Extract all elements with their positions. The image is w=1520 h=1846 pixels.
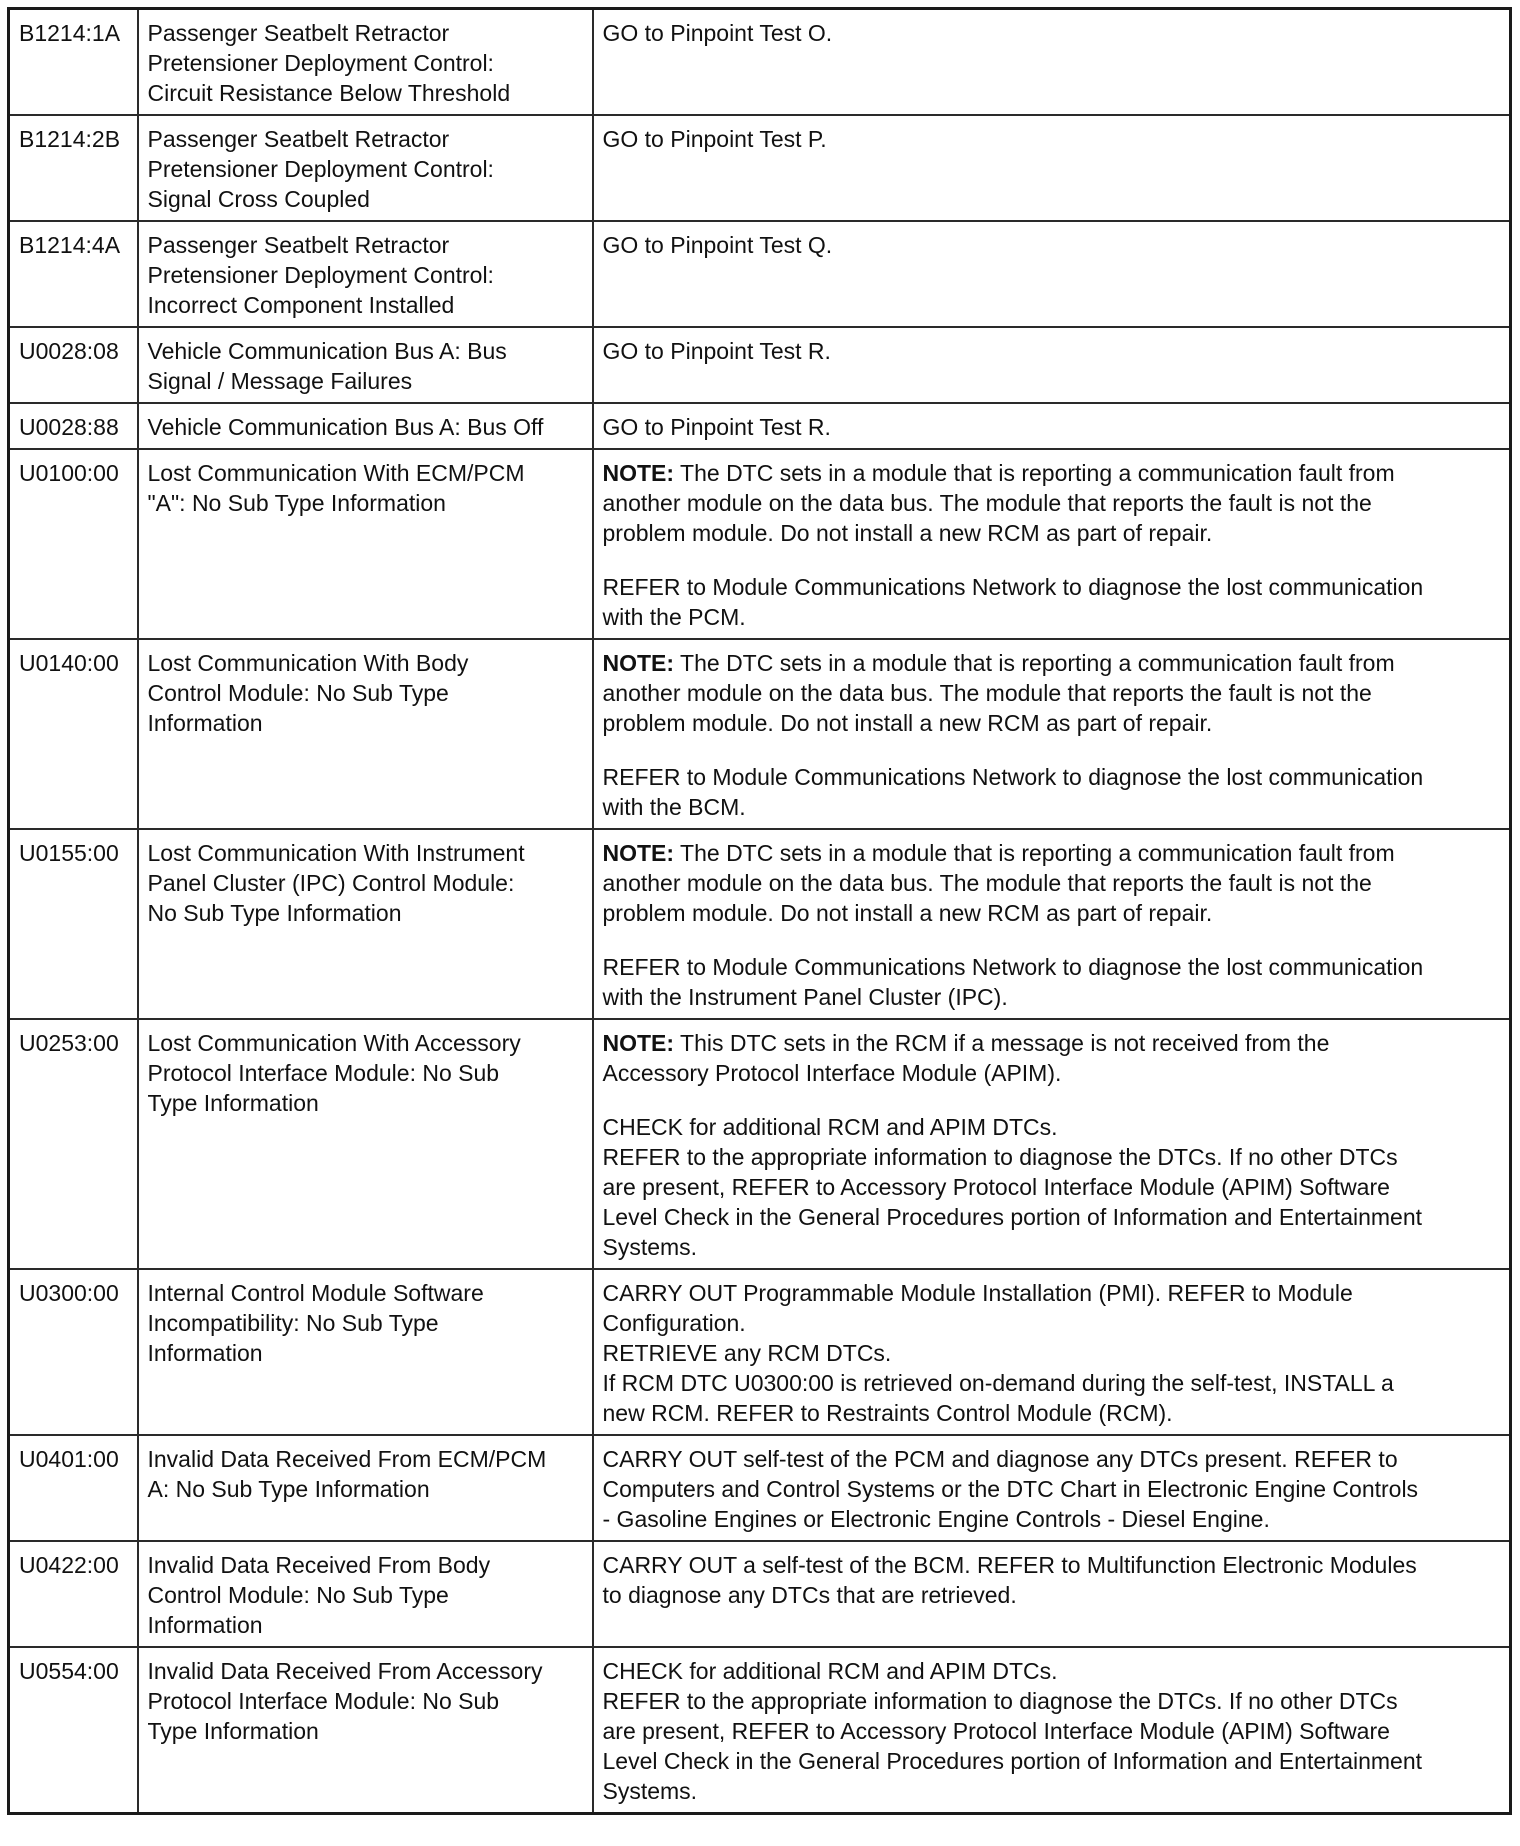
action-line [603, 1398, 1501, 1428]
action-text: Computers and Control Systems or the DTC Chart in Electronic Engine Controls [602, 1476, 1419, 1502]
description-line: Lost Communication With ECM/PCM [147, 460, 525, 486]
dtc-code: U0100:00 [9, 449, 138, 639]
table-row [9, 1435, 1511, 1541]
action-line [603, 1686, 1501, 1716]
table-row [9, 9, 1511, 116]
dtc-action [593, 1541, 1511, 1647]
action-paragraph [603, 18, 1501, 48]
table-row [9, 115, 1511, 221]
action-line [603, 1716, 1501, 1746]
action-line [603, 602, 1501, 632]
action-text: are present, REFER to Accessory Protocol Interface Module (APIM) Software [602, 1174, 1390, 1200]
description-line: Control Module: No Sub Type [147, 1582, 449, 1608]
action-paragraph [603, 572, 1501, 632]
description-line: Protocol Interface Module: No Sub [147, 1688, 500, 1714]
action-text: REFER to the appropriate information to diagnose the DTCs. If no other DTCs [602, 1144, 1398, 1170]
description-line: Lost Communication With Instrument [147, 840, 525, 866]
dtc-action [593, 449, 1511, 639]
action-text: with the PCM. [602, 604, 746, 630]
action-paragraph [603, 1444, 1501, 1534]
action-text: The DTC sets in a module that is reporting a communication fault from [680, 460, 1395, 486]
action-text: CHECK for additional RCM and APIM DTCs. [602, 1658, 1058, 1684]
dtc-action [593, 1269, 1511, 1435]
dtc-action [593, 115, 1511, 221]
description-line: Vehicle Communication Bus A: Bus [147, 338, 507, 364]
dtc-description [138, 9, 593, 116]
action-line [603, 518, 1501, 548]
note-label: NOTE: [602, 1030, 675, 1056]
action-line [603, 1746, 1501, 1776]
action-text: Level Check in the General Procedures portion of Information and Entertainment [602, 1204, 1423, 1230]
table-row [9, 327, 1511, 403]
dtc-description [138, 1647, 593, 1814]
dtc-code: B1214:2B [9, 115, 138, 221]
dtc-code: U0422:00 [9, 1541, 138, 1647]
action-line [603, 1580, 1501, 1610]
table-row [9, 639, 1511, 829]
action-text: REFER to the appropriate information to diagnose the DTCs. If no other DTCs [602, 1688, 1398, 1714]
action-text: Systems. [602, 1778, 698, 1804]
description-line: Information [147, 1340, 263, 1366]
action-text: GO to Pinpoint Test P. [602, 126, 827, 152]
description-line: Passenger Seatbelt Retractor [147, 126, 450, 152]
note-label: NOTE: [602, 460, 675, 486]
action-text: another module on the data bus. The module that reports the fault is not the [602, 490, 1372, 516]
dtc-code: U0028:08 [9, 327, 138, 403]
action-line [603, 708, 1501, 738]
action-text: GO to Pinpoint Test R. [602, 338, 831, 364]
dtc-action [593, 327, 1511, 403]
table-row [9, 1647, 1511, 1814]
description-line: Information [147, 1612, 263, 1638]
dtc-action [593, 9, 1511, 116]
dtc-description [138, 403, 593, 449]
description-line: Information [147, 710, 263, 736]
action-line [603, 1142, 1501, 1172]
action-line [603, 1172, 1501, 1202]
action-line [603, 982, 1501, 1012]
action-line [603, 648, 1501, 678]
action-line [603, 336, 1501, 366]
action-line [603, 458, 1501, 488]
action-paragraph [603, 412, 1501, 442]
action-line [603, 1504, 1501, 1534]
action-text: REFER to Module Communications Network to diagnose the lost communication [602, 764, 1424, 790]
action-text: problem module. Do not install a new RCM as part of repair. [602, 710, 1213, 736]
action-line [603, 838, 1501, 868]
action-text: another module on the data bus. The module that reports the fault is not the [602, 680, 1372, 706]
action-text: - Gasoline Engines or Electronic Engine Controls - Diesel Engine. [602, 1506, 1270, 1532]
action-line [603, 18, 1501, 48]
description-line: Circuit Resistance Below Threshold [147, 80, 511, 106]
action-text: to diagnose any DTCs that are retrieved. [602, 1582, 1017, 1608]
action-line [603, 230, 1501, 260]
dtc-code: B1214:4A [9, 221, 138, 327]
action-text: CARRY OUT self-test of the PCM and diagnose any DTCs present. REFER to [602, 1446, 1398, 1472]
description-line: Protocol Interface Module: No Sub [147, 1060, 500, 1086]
action-text: REFER to Module Communications Network to diagnose the lost communication [602, 574, 1424, 600]
description-line: Signal Cross Coupled [147, 186, 370, 212]
dtc-description [138, 1269, 593, 1435]
description-line: Lost Communication With Accessory [147, 1030, 521, 1056]
dtc-action [593, 1647, 1511, 1814]
action-line [603, 412, 1501, 442]
table-row [9, 829, 1511, 1019]
dtc-description [138, 449, 593, 639]
note-label: NOTE: [602, 650, 675, 676]
dtc-code: U0401:00 [9, 1435, 138, 1541]
dtc-action [593, 1435, 1511, 1541]
dtc-description [138, 327, 593, 403]
action-text: If RCM DTC U0300:00 is retrieved on-demand during the self-test, INSTALL a [602, 1370, 1394, 1396]
description-line: Internal Control Module Software [147, 1280, 484, 1306]
dtc-description [138, 221, 593, 327]
action-line [603, 124, 1501, 154]
action-paragraph [603, 762, 1501, 822]
description-line: Type Information [147, 1718, 319, 1744]
description-line: Lost Communication With Body [147, 650, 469, 676]
action-paragraph [603, 124, 1501, 154]
description-line: Signal / Message Failures [147, 368, 413, 394]
action-text: REFER to Module Communications Network to diagnose the lost communication [602, 954, 1424, 980]
action-paragraph [603, 952, 1501, 1012]
table-row [9, 403, 1511, 449]
description-line: Panel Cluster (IPC) Control Module: [147, 870, 515, 896]
action-line [603, 1232, 1501, 1262]
action-text: GO to Pinpoint Test R. [602, 414, 831, 440]
dtc-action [593, 639, 1511, 829]
description-line: Vehicle Communication Bus A: Bus Off [147, 414, 544, 440]
table-row [9, 1541, 1511, 1647]
action-line [603, 1112, 1501, 1142]
dtc-action [593, 221, 1511, 327]
action-line [603, 868, 1501, 898]
action-line [603, 1550, 1501, 1580]
dtc-action [593, 829, 1511, 1019]
description-line: Incorrect Component Installed [147, 292, 455, 318]
action-text: CHECK for additional RCM and APIM DTCs. [602, 1114, 1058, 1140]
action-line [603, 1338, 1501, 1368]
action-line [603, 1308, 1501, 1338]
action-text: GO to Pinpoint Test O. [602, 20, 833, 46]
action-paragraph [603, 1656, 1501, 1806]
dtc-description [138, 1019, 593, 1269]
table-row [9, 449, 1511, 639]
action-text: are present, REFER to Accessory Protocol Interface Module (APIM) Software [602, 1718, 1390, 1744]
table-row [9, 221, 1511, 327]
action-text: Level Check in the General Procedures portion of Information and Entertainment [602, 1748, 1423, 1774]
action-paragraph [603, 838, 1501, 928]
action-text: The DTC sets in a module that is reporting a communication fault from [680, 840, 1395, 866]
action-line [603, 952, 1501, 982]
action-line [603, 762, 1501, 792]
table-row [9, 1269, 1511, 1435]
dtc-code: U0554:00 [9, 1647, 138, 1814]
description-line: Pretensioner Deployment Control: [147, 156, 494, 182]
dtc-description [138, 639, 593, 829]
dtc-description [138, 1435, 593, 1541]
dtc-code: U0155:00 [9, 829, 138, 1019]
action-line [603, 792, 1501, 822]
dtc-chart-table [7, 7, 1512, 1815]
description-line: "A": No Sub Type Information [147, 490, 446, 516]
description-line: Invalid Data Received From Body [147, 1552, 491, 1578]
action-text: RETRIEVE any RCM DTCs. [602, 1340, 892, 1366]
dtc-code: U0300:00 [9, 1269, 138, 1435]
action-line [603, 1656, 1501, 1686]
description-line: Invalid Data Received From Accessory [147, 1658, 543, 1684]
description-line: Pretensioner Deployment Control: [147, 262, 494, 288]
action-text: with the Instrument Panel Cluster (IPC). [602, 984, 1008, 1010]
action-line [603, 1776, 1501, 1806]
action-line [603, 1444, 1501, 1474]
action-paragraph [603, 1278, 1501, 1428]
action-line [603, 678, 1501, 708]
dtc-description [138, 1541, 593, 1647]
action-text: another module on the data bus. The module that reports the fault is not the [602, 870, 1372, 896]
dtc-code: U0140:00 [9, 639, 138, 829]
action-line [603, 1278, 1501, 1308]
action-line [603, 1474, 1501, 1504]
dtc-code: U0028:88 [9, 403, 138, 449]
action-paragraph [603, 230, 1501, 260]
dtc-description [138, 115, 593, 221]
action-line [603, 572, 1501, 602]
table-row [9, 1019, 1511, 1269]
dtc-table-body [9, 9, 1511, 1814]
description-line: Control Module: No Sub Type [147, 680, 449, 706]
action-text: problem module. Do not install a new RCM as part of repair. [602, 520, 1213, 546]
action-paragraph [603, 458, 1501, 548]
description-line: Passenger Seatbelt Retractor [147, 232, 450, 258]
action-line [603, 488, 1501, 518]
action-text: new RCM. REFER to Restraints Control Module (RCM). [602, 1400, 1173, 1426]
description-line: Incompatibility: No Sub Type [147, 1310, 439, 1336]
description-line: A: No Sub Type Information [147, 1476, 430, 1502]
action-paragraph [603, 1112, 1501, 1262]
description-line: Invalid Data Received From ECM/PCM [147, 1446, 547, 1472]
action-line [603, 1028, 1501, 1058]
action-line [603, 898, 1501, 928]
action-paragraph [603, 336, 1501, 366]
action-paragraph [603, 1550, 1501, 1610]
action-paragraph [603, 1028, 1501, 1088]
action-text: CARRY OUT a self-test of the BCM. REFER to Multifunction Electronic Modules [602, 1552, 1417, 1578]
action-text: Configuration. [602, 1310, 746, 1336]
description-line: Pretensioner Deployment Control: [147, 50, 494, 76]
action-text: CARRY OUT Programmable Module Installation (PMI). REFER to Module [602, 1280, 1353, 1306]
action-text: This DTC sets in the RCM if a message is not received from the [680, 1030, 1330, 1056]
note-label: NOTE: [602, 840, 675, 866]
dtc-action [593, 1019, 1511, 1269]
action-line [603, 1202, 1501, 1232]
action-text: problem module. Do not install a new RCM as part of repair. [602, 900, 1213, 926]
action-text: Systems. [602, 1234, 698, 1260]
dtc-code: B1214:1A [9, 9, 138, 116]
action-text: GO to Pinpoint Test Q. [602, 232, 833, 258]
action-line [603, 1058, 1501, 1088]
dtc-action [593, 403, 1511, 449]
action-line [603, 1368, 1501, 1398]
description-line: No Sub Type Information [147, 900, 402, 926]
action-text: Accessory Protocol Interface Module (APIM). [602, 1060, 1062, 1086]
description-line: Type Information [147, 1090, 319, 1116]
description-line: Passenger Seatbelt Retractor [147, 20, 450, 46]
action-text: The DTC sets in a module that is reporting a communication fault from [680, 650, 1395, 676]
dtc-description [138, 829, 593, 1019]
action-text: with the BCM. [602, 794, 746, 820]
action-paragraph [603, 648, 1501, 738]
dtc-code: U0253:00 [9, 1019, 138, 1269]
